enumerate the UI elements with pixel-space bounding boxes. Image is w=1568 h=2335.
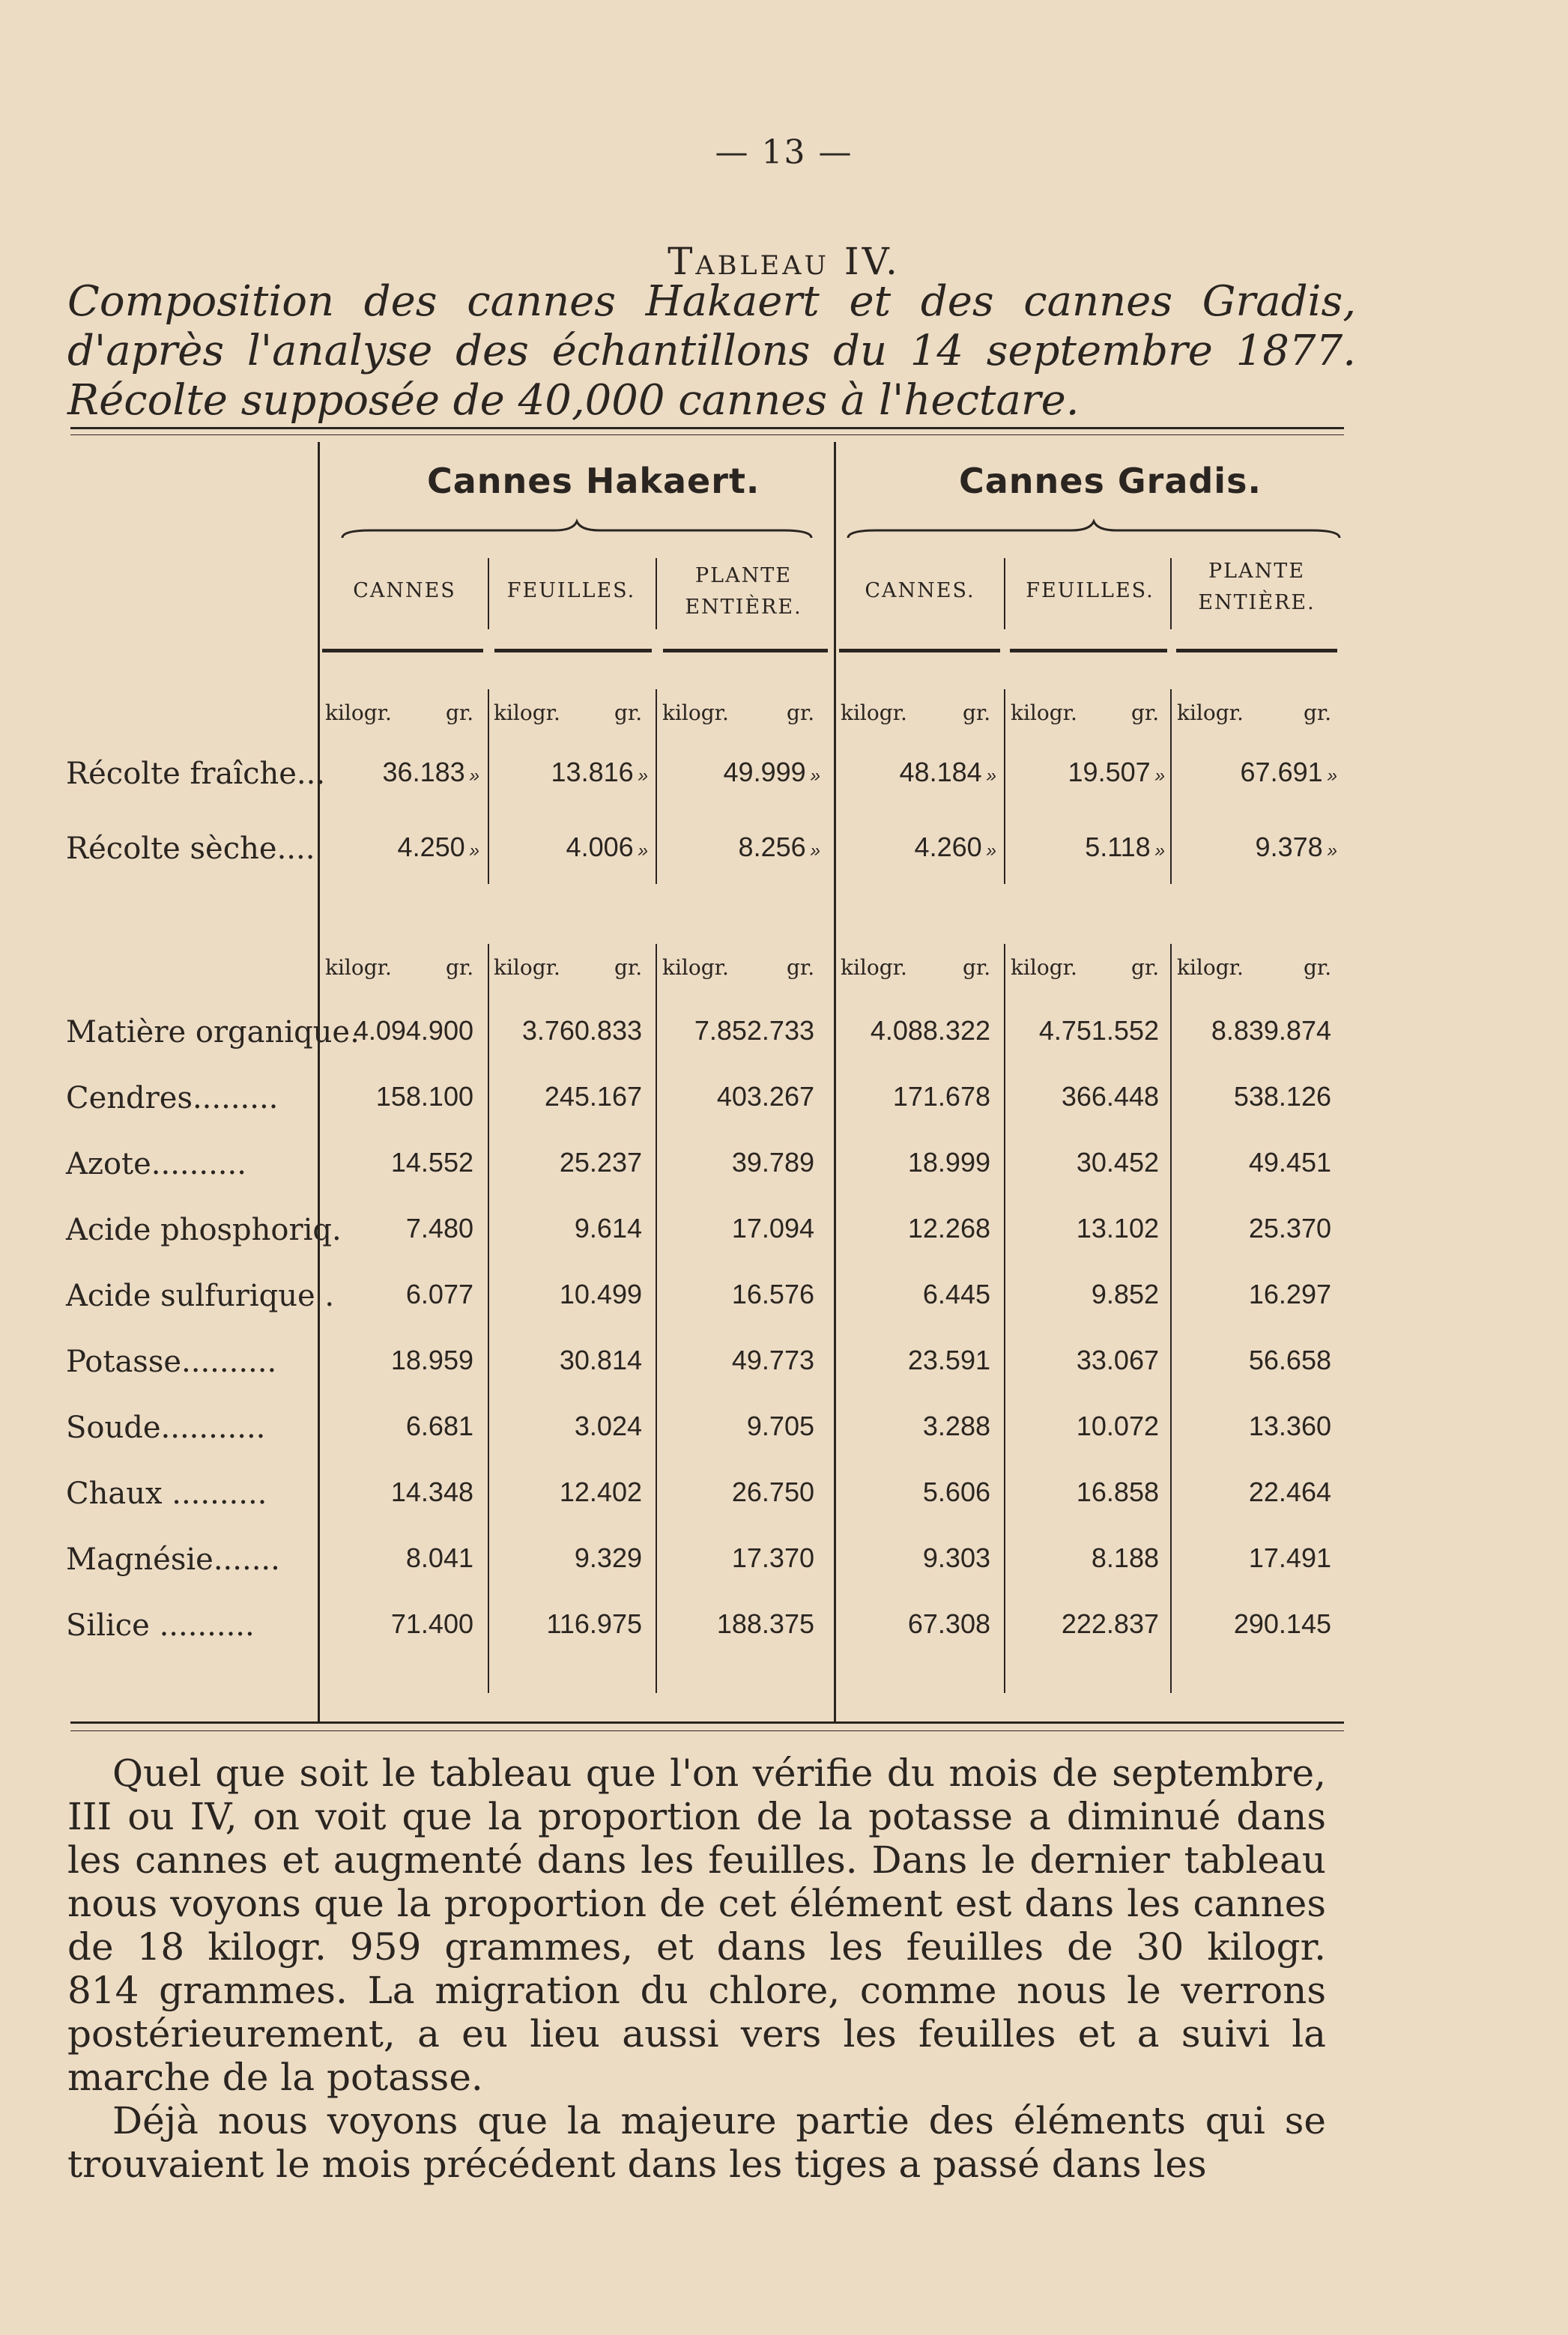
- table-cell: 116.975: [546, 1608, 642, 1639]
- table-cell: 18.999: [907, 1147, 990, 1178]
- table-cell: 49.451: [1248, 1147, 1331, 1178]
- row-label: Soude...........: [66, 1411, 266, 1445]
- paragraph-line: marche de la potasse.: [67, 2056, 483, 2099]
- table-cell: 8.839.874: [1211, 1015, 1331, 1046]
- cell-value: 4.006: [566, 832, 634, 862]
- row-label: Acide phosphoriq.: [66, 1213, 342, 1247]
- header-bar: [494, 649, 652, 652]
- table-caption: Composition des cannes Hakaert et des cannes Gradis, d'après l'analyse des échantillons du 14 septembre 1877. Récolte supposée de 40,000 cannes à l'hectare.: [67, 277, 1356, 425]
- table-cell: 17.491: [1248, 1542, 1331, 1573]
- brace-gradis: [847, 517, 1341, 547]
- paragraph-line: les cannes et augmenté dans les feuilles. Dans le dernier tableau: [67, 1838, 1326, 1882]
- paragraph-line: Quel que soit le tableau que l'on vérifie du mois de septembre,: [112, 1751, 1326, 1795]
- paragraph-line: nous voyons que la proportion de cet élément est dans les cannes: [67, 1882, 1326, 1925]
- table-cell: 13.360: [1248, 1411, 1331, 1441]
- cell-value: 13.816: [551, 757, 634, 787]
- table-cell: [322, 832, 479, 863]
- table-cell: 56.658: [1248, 1345, 1331, 1375]
- cell-mark: »: [1154, 766, 1165, 786]
- header-divider: [656, 558, 657, 629]
- group-header-hakaert: Cannes Hakaert.: [427, 461, 760, 501]
- table-cell: 538.126: [1233, 1081, 1331, 1112]
- row-label: Silice ..........: [66, 1608, 255, 1643]
- table-cell: 366.448: [1061, 1081, 1159, 1112]
- table-cell: 16.858: [1076, 1477, 1159, 1507]
- cell-value: 19.507: [1068, 757, 1151, 787]
- paragraph-line: trouvaient le mois précédent dans les tiges a passé dans les: [67, 2142, 1207, 2186]
- paragraph-line: de 18 kilogr. 959 grammes, et dans les feuilles de 30 kilogr.: [67, 1925, 1326, 1969]
- unit-kg: kilogr.: [494, 955, 560, 980]
- unit-g: gr.: [614, 700, 643, 725]
- body-divider: [1004, 689, 1005, 884]
- paragraph-line: III ou IV, on voit que la proportion de la potasse a diminué dans: [67, 1795, 1326, 1838]
- unit-g: gr.: [963, 955, 991, 980]
- row-label: Récolte fraîche...: [66, 757, 326, 791]
- cell-mark: »: [986, 766, 996, 786]
- unit-g: gr.: [446, 700, 474, 725]
- col-header-feuilles-hakaert: FEUILLES.: [506, 579, 636, 602]
- table-cell: 12.402: [559, 1477, 642, 1507]
- table-cell: 4.751.552: [1038, 1015, 1159, 1046]
- table-cell: 16.576: [731, 1279, 814, 1309]
- table-cell: 25.370: [1248, 1213, 1331, 1244]
- unit-g: gr.: [787, 955, 815, 980]
- table-cell: 13.102: [1076, 1213, 1159, 1244]
- unit-g: gr.: [1304, 955, 1332, 980]
- table-cell: 17.094: [731, 1213, 814, 1244]
- table-cell: 3.024: [574, 1411, 642, 1441]
- table-cell: 39.789: [731, 1147, 814, 1178]
- table-cell: 30.814: [559, 1345, 642, 1375]
- header-divider: [1004, 558, 1005, 629]
- table-cell: 5.606: [922, 1477, 990, 1507]
- table-cell: 171.678: [892, 1081, 990, 1112]
- table-cell: [491, 832, 648, 863]
- table-cell: [1008, 757, 1165, 788]
- header-bar: [839, 649, 1000, 652]
- col-header-cannes-hakaert: CANNES: [353, 579, 456, 602]
- header-divider: [1170, 558, 1172, 629]
- cell-mark: »: [810, 841, 820, 861]
- table-cell: 222.837: [1061, 1608, 1159, 1639]
- body-divider: [656, 944, 657, 1693]
- cell-value: 5.118: [1085, 832, 1151, 862]
- cell-value: 9.378: [1255, 832, 1323, 862]
- table-cell: 8.188: [1091, 1542, 1159, 1573]
- group-divider: [834, 442, 836, 1723]
- page-number: — 13 —: [715, 133, 853, 172]
- table-cell: 290.145: [1233, 1608, 1331, 1639]
- unit-kg: kilogr.: [494, 700, 560, 725]
- row-label: Matière organique.: [66, 1015, 360, 1050]
- table-cell: [838, 832, 996, 863]
- col-header-plante-hakaert: PLANTE ENTIÈRE.: [685, 564, 802, 619]
- table-cell: 245.167: [544, 1081, 642, 1112]
- table-cell: [491, 757, 648, 788]
- row-label: Acide sulfurique .: [66, 1279, 335, 1313]
- top-rule-thin: [70, 434, 1344, 435]
- header-bar: [1176, 649, 1337, 652]
- table-cell: 6.681: [405, 1411, 473, 1441]
- table-title: Tableau IV.: [668, 240, 900, 283]
- brace-hakaert: [341, 517, 813, 547]
- table-cell: 25.237: [559, 1147, 642, 1178]
- unit-kg: kilogr.: [325, 955, 392, 980]
- table-cell: 26.750: [731, 1477, 814, 1507]
- col-header-feuilles-gradis: FEUILLES.: [1026, 579, 1154, 602]
- table-cell: 6.445: [922, 1279, 990, 1309]
- header-bar: [663, 649, 828, 652]
- col-header-cannes-gradis: CANNES.: [865, 579, 975, 602]
- unit-g: gr.: [1304, 700, 1332, 725]
- paragraph-line: Déjà nous voyons que la majeure partie des éléments qui se: [112, 2099, 1326, 2142]
- unit-g: gr.: [963, 700, 991, 725]
- table-cell: 49.773: [731, 1345, 814, 1375]
- table-cell: [838, 757, 996, 788]
- unit-kg: kilogr.: [1177, 955, 1244, 980]
- header-bar: [322, 649, 483, 652]
- table-cell: 3.760.833: [521, 1015, 642, 1046]
- table-cell: 14.348: [390, 1477, 473, 1507]
- cell-mark: »: [638, 766, 648, 786]
- cell-value: 4.260: [914, 832, 982, 862]
- cell-mark: »: [1327, 841, 1337, 861]
- cell-mark: »: [1154, 841, 1165, 861]
- unit-kg: kilogr.: [1177, 700, 1244, 725]
- bottom-rule-thin: [70, 1730, 1344, 1731]
- body-divider: [1170, 944, 1172, 1693]
- cell-value: 8.256: [738, 832, 806, 862]
- row-label: Récolte sèche....: [66, 832, 315, 866]
- table-cell: 33.067: [1076, 1345, 1159, 1375]
- table-cell: 6.077: [405, 1279, 473, 1309]
- table-cell: 14.552: [390, 1147, 473, 1178]
- group-header-gradis: Cannes Gradis.: [959, 461, 1262, 501]
- table-cell: 9.329: [574, 1542, 642, 1573]
- cell-value: 48.184: [899, 757, 982, 787]
- table-cell: 4.094.900: [353, 1015, 473, 1046]
- table-cell: 9.852: [1091, 1279, 1159, 1309]
- table-cell: 7.480: [405, 1213, 473, 1244]
- row-label: Cendres.........: [66, 1081, 279, 1115]
- table-cell: 17.370: [731, 1542, 814, 1573]
- cell-value: 67.691: [1240, 757, 1323, 787]
- table-cell: 403.267: [716, 1081, 814, 1112]
- row-label: Magnésie.......: [66, 1542, 280, 1577]
- body-divider: [1170, 689, 1172, 884]
- table-cell: [659, 757, 820, 788]
- table-cell: [1174, 757, 1337, 788]
- body-divider: [488, 944, 489, 1693]
- body-divider: [488, 689, 489, 884]
- table-cell: 67.308: [907, 1608, 990, 1639]
- table-cell: 188.375: [716, 1608, 814, 1639]
- unit-g: gr.: [1131, 955, 1160, 980]
- table-cell: 71.400: [390, 1608, 473, 1639]
- row-label: Potasse..........: [66, 1345, 277, 1379]
- table-cell: [322, 757, 479, 788]
- unit-g: gr.: [614, 955, 643, 980]
- header-bar: [1010, 649, 1167, 652]
- table-cell: [1008, 832, 1165, 863]
- unit-g: gr.: [446, 955, 474, 980]
- table-cell: 23.591: [907, 1345, 990, 1375]
- table-cell: 22.464: [1248, 1477, 1331, 1507]
- body-divider: [1004, 944, 1005, 1693]
- table-cell: 3.288: [922, 1411, 990, 1441]
- table-cell: 9.614: [574, 1213, 642, 1244]
- col-header-plante-gradis: PLANTE ENTIÈRE.: [1198, 560, 1316, 614]
- unit-kg: kilogr.: [841, 955, 907, 980]
- cell-mark: »: [986, 841, 996, 861]
- unit-kg: kilogr.: [841, 700, 907, 725]
- table-cell: 9.705: [746, 1411, 814, 1441]
- unit-kg: kilogr.: [325, 700, 392, 725]
- cell-value: 4.250: [397, 832, 465, 862]
- table-cell: [1174, 832, 1337, 863]
- unit-g: gr.: [787, 700, 815, 725]
- row-label: Azote..........: [66, 1147, 246, 1181]
- table-cell: 10.499: [559, 1279, 642, 1309]
- cell-mark: »: [1327, 766, 1337, 786]
- table-cell: 16.297: [1248, 1279, 1331, 1309]
- table-cell: [659, 832, 820, 863]
- unit-kg: kilogr.: [662, 955, 729, 980]
- unit-kg: kilogr.: [1011, 955, 1077, 980]
- unit-kg: kilogr.: [1011, 700, 1077, 725]
- table-cell: 18.959: [390, 1345, 473, 1375]
- unit-g: gr.: [1131, 700, 1160, 725]
- table-cell: 158.100: [375, 1081, 473, 1112]
- unit-kg: kilogr.: [662, 700, 729, 725]
- cell-value: 49.999: [723, 757, 806, 787]
- row-label: Chaux ..........: [66, 1477, 267, 1511]
- body-divider: [656, 689, 657, 884]
- cell-mark: »: [469, 841, 479, 861]
- paragraph-line: postérieurement, a eu lieu aussi vers les feuilles et a suivi la: [67, 2012, 1326, 2056]
- label-column-divider: [318, 442, 320, 1723]
- cell-value: 36.183: [382, 757, 465, 787]
- cell-mark: »: [810, 766, 820, 786]
- bottom-rule: [70, 1721, 1344, 1724]
- top-rule: [70, 427, 1344, 429]
- table-cell: 9.303: [922, 1542, 990, 1573]
- table-cell: 30.452: [1076, 1147, 1159, 1178]
- cell-mark: »: [469, 766, 479, 786]
- table-cell: 8.041: [405, 1542, 473, 1573]
- table-cell: 12.268: [907, 1213, 990, 1244]
- table-cell: 10.072: [1076, 1411, 1159, 1441]
- table-cell: 4.088.322: [870, 1015, 990, 1046]
- paragraph-line: 814 grammes. La migration du chlore, comme nous le verrons: [67, 1969, 1326, 2012]
- header-divider: [488, 558, 489, 629]
- cell-mark: »: [638, 841, 648, 861]
- table-cell: 7.852.733: [694, 1015, 814, 1046]
